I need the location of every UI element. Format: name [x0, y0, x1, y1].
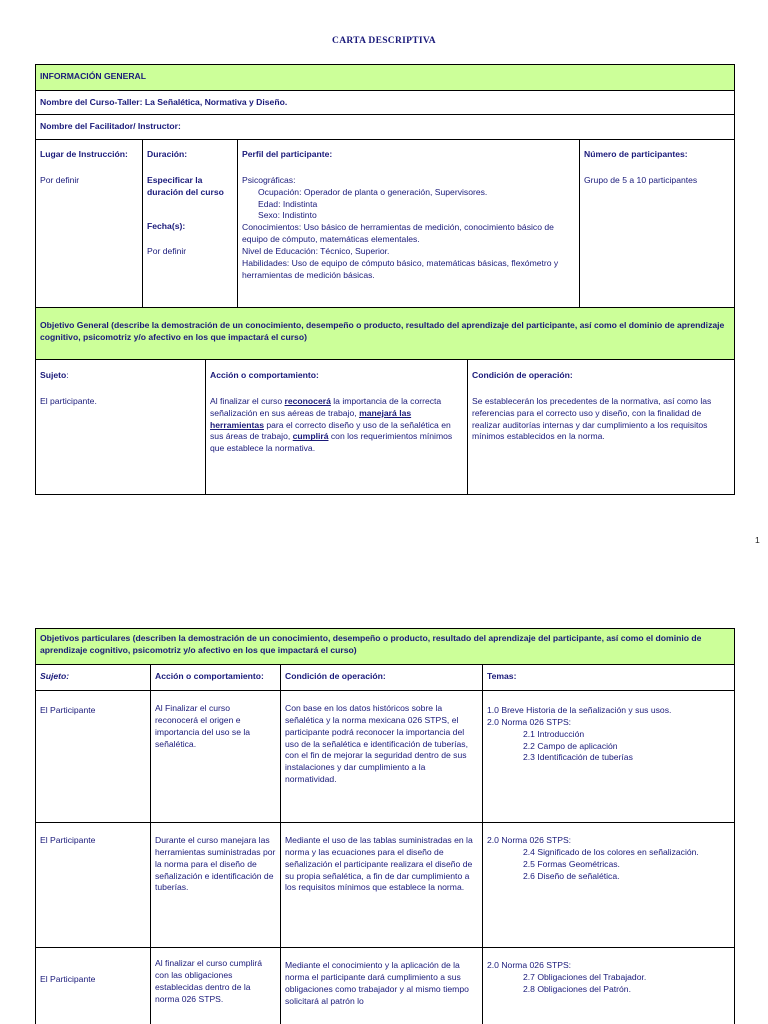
general-info-table	[35, 64, 735, 495]
accion-text-1: Al finalizar el curso	[210, 395, 285, 406]
sujeto-label: Sujeto	[40, 370, 67, 380]
num-participantes-value: Grupo de 5 a 10 participantes	[584, 174, 698, 185]
accion-text-3: para el correcto diseño y uso de la señalética en sus áreas de trabajo,	[210, 419, 451, 442]
num-participantes-cell	[580, 140, 735, 308]
lugar-cell	[36, 140, 143, 308]
col-sujeto-label: Sujeto:	[40, 671, 70, 681]
row3-sub1: 2.7 Obligaciones del Trabajador.	[523, 971, 647, 982]
accion-text-4: con los requerimientos mínimos que establece la normativa.	[210, 431, 453, 454]
accion-text	[210, 396, 463, 455]
row1-tema2: 2.0 Norma 026 STPS:	[487, 716, 572, 727]
duracion-label: Duración:	[147, 149, 188, 159]
num-participantes-label: Número de participantes:	[584, 149, 688, 159]
row3-sub2: 2.8 Obligaciones del Patrón.	[523, 983, 631, 994]
row2-sub1: 2.4 Significado de los colores en señalización.	[523, 846, 699, 857]
row1-sujeto: El Participante	[36, 691, 151, 823]
objetivo-general-header: Objetivo General (describe la demostración de un conocimiento, desempeño o producto, resultado del aprendizaje del participante, así como el dominio de aprendizaje cognitivo, psicomotriz y/o afectivo en los que impactará el curso)	[36, 308, 735, 360]
perfil-cell	[238, 140, 580, 308]
perfil-label: Perfil del participante:	[242, 149, 333, 159]
perfil-ocupacion: Ocupación: Operador de planta o generación, Supervisores.	[258, 186, 488, 197]
lugar-value: Por definir	[40, 174, 80, 185]
table-row	[36, 823, 735, 948]
fecha-value: Por definir	[147, 246, 187, 257]
row1-temas	[483, 691, 735, 823]
perfil-psico: Psicográficas:	[242, 174, 296, 185]
col-accion: Acción o comportamiento:	[151, 665, 281, 691]
condicion-label: Condición de operación:	[472, 370, 573, 380]
row2-sub2: 2.5 Formas Geométricas.	[523, 858, 620, 869]
sujeto-label-wrap: Sujeto:	[40, 370, 69, 380]
table-row	[36, 948, 735, 1024]
accion-text-2: la importancia de la correcta señalización en sus aéreas de trabajo,	[210, 395, 442, 418]
row2-sub3: 2.6 Diseño de señalética.	[523, 870, 620, 881]
accion-keyword-cumplira: cumplirá	[292, 431, 329, 442]
row1-tema1: 1.0 Breve Historia de la señalización y sus usos.	[487, 705, 672, 715]
row2-tema1: 2.0 Norma 026 STPS:	[487, 835, 572, 845]
lugar-label: Lugar de Instrucción:	[40, 149, 128, 159]
row1-sub3: 2.3 Identificación de tuberías	[523, 752, 633, 763]
perfil-edad: Edad: Indistinta	[258, 198, 318, 209]
row1-accion: Al Finalizar el curso reconocerá el origen e importancia del uso se la señalética.	[151, 691, 281, 823]
table-row	[36, 691, 735, 823]
col-condicion: Condición de operación:	[281, 665, 483, 691]
row2-temas	[483, 823, 735, 948]
perfil-conocimientos: Conocimientos: Uso básico de herramientas de medición, conocimiento básico de equipo de cómputo, matemáticas elementales.	[242, 222, 554, 245]
general-info-header: INFORMACIÓN GENERAL	[36, 65, 735, 91]
fecha-label: Fecha(s):	[147, 220, 186, 231]
row3-tema1: 2.0 Norma 026 STPS:	[487, 960, 572, 970]
row2-condicion: Mediante el uso de las tablas suministradas en la norma y las ecuaciones para el diseño de señalización el participante realizara el diseño de su propia señalética, a fin de dar cumplimiento a los requisitos mínimos que establece la norma.	[281, 823, 483, 948]
facilitator-name: Nombre del Facilitador/ Instructor:	[36, 115, 735, 140]
row3-sujeto: El Participante	[36, 948, 151, 1024]
objetivos-particulares-table	[35, 628, 735, 1024]
perfil-sexo: Sexo: Indistinto	[258, 210, 317, 221]
course-name: Nombre del Curso-Taller: La Señalética, Normativa y Diseño.	[36, 91, 735, 115]
accion-cell	[206, 360, 468, 495]
row1-sub1: 2.1 Introducción	[523, 728, 585, 739]
row2-accion: Durante el curso manejara las herramientas suministradas por la norma para el diseño de señalización e identificación de tuberías.	[151, 823, 281, 948]
condicion-value: Se establecerán los precedentes de la normativa, así como las referencias para el correcto uso y diseño, con la finalidad de realizar auditorías internas y dar cumplimiento a los requisitos mínimos establecidos en la norma.	[472, 395, 712, 442]
row3-accion: Al finalizar el curso cumplirá con las obligaciones establecidas dentro de la norma 026 STPS.	[151, 948, 281, 1024]
col-sujeto	[36, 665, 151, 691]
accion-keyword-reconocera: reconocerá	[284, 395, 331, 406]
row1-condicion: Con base en los datos históricos sobre la señalética y la norma mexicana 026 STPS, el participante podrá reconocer la importancia del uso de la señalética e identificación de tuberías, con el fin de mejorar la seguridad dentro de sus instalaciones y dar cumplimiento a la normatividad.	[281, 691, 483, 823]
perfil-habilidades: Habilidades: Uso de equipo de cómputo básico, matemáticas básicas, flexómetro y herramientas de medición básicas.	[242, 257, 559, 280]
accion-keyword-manejara: manejará las herramientas	[210, 407, 412, 430]
perfil-nivel: Nivel de Educación: Técnico, Superior.	[242, 246, 390, 257]
objetivos-particulares-header: Objetivos particulares (describen la demostración de un conocimiento, desempeño o producto, resultado del aprendizaje del participante, así como el dominio de aprendizaje cognitivo, psicomotriz y/o afectivo en los que impactará el curso)	[36, 629, 735, 665]
sujeto-value: El participante.	[40, 395, 97, 406]
condicion-cell	[468, 360, 735, 495]
accion-label: Acción o comportamiento:	[210, 370, 319, 380]
row3-condicion: Mediante el conocimiento y la aplicación de la norma el participante dará cumplimiento a sus obligaciones como trabajador y al mismo tiempo solicitará al patrón lo	[281, 948, 483, 1024]
sujeto-cell	[36, 360, 206, 495]
row3-temas	[483, 948, 735, 1024]
duracion-cell	[143, 140, 238, 308]
row1-sub2: 2.2 Campo de aplicación	[523, 740, 618, 751]
page-number: 1	[755, 535, 760, 545]
col-temas: Temas:	[483, 665, 735, 691]
duracion-value: Especificar la duración del curso	[147, 174, 224, 197]
page-title: CARTA DESCRIPTIVA	[332, 36, 436, 46]
row2-sujeto: El Participante	[36, 823, 151, 948]
